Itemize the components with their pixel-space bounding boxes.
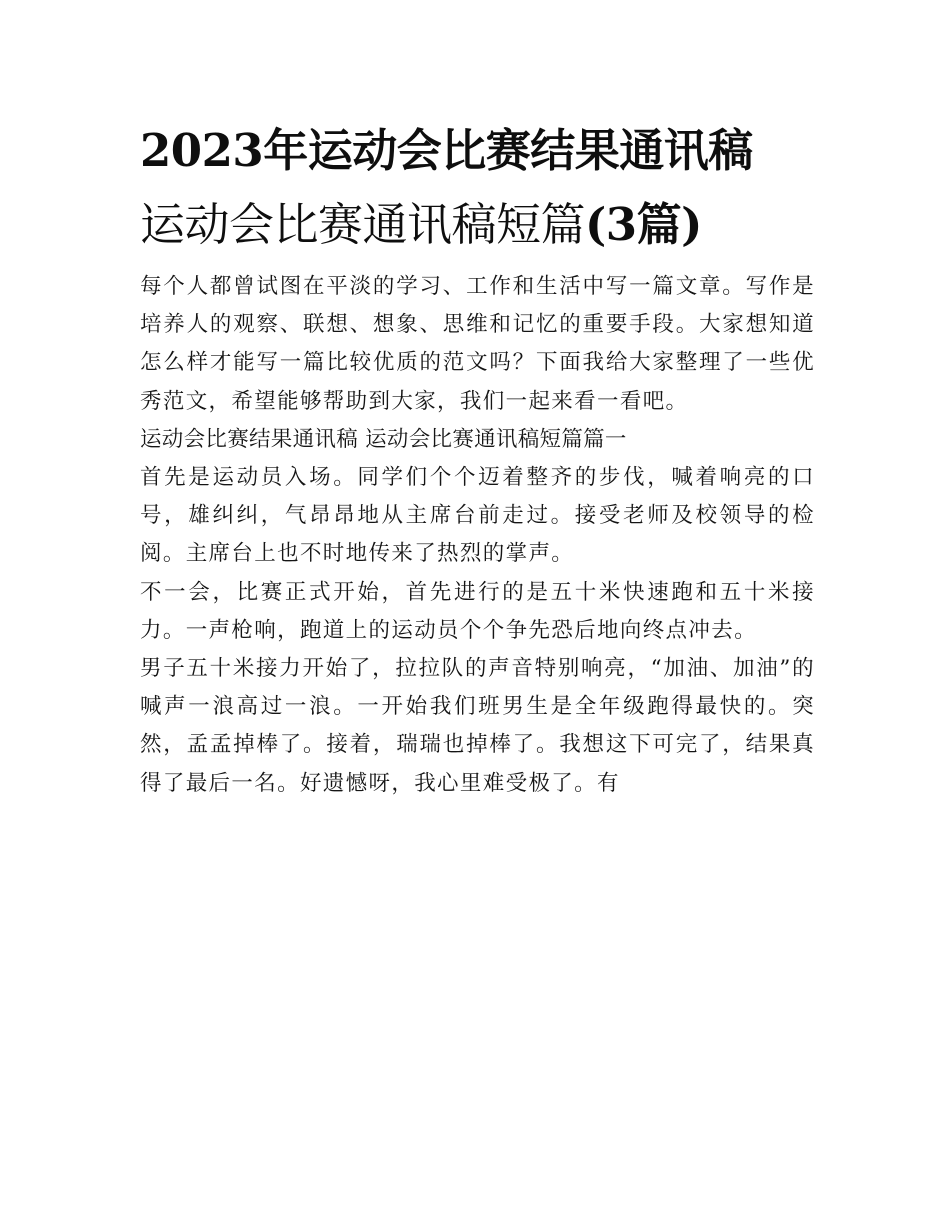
intro-paragraph: 每个人都曾试图在平淡的学习、工作和生活中写一篇文章。写作是培养人的观察、联想、想象、思维和记忆的重要手段。大家想知道怎么样才能写一篇比较优质的范文吗？下面我给大家整理了一些优秀范文，希望能够帮助到大家，我们一起来看一看吧。 (140, 274, 815, 414)
document-title (140, 114, 815, 262)
section-heading: 运动会比赛结果通讯稿 运动会比赛通讯稿短篇篇一 (140, 426, 627, 452)
title-line-2 (140, 188, 815, 262)
document-content (140, 114, 815, 803)
document-body (140, 268, 815, 803)
title-line-2-suffix: (3篇) (585, 198, 702, 251)
body-paragraph: 不一会，比赛正式开始，首先进行的是五十米快速跑和五十米接力。一声枪响，跑道上的运动员个个争先恐后地向终点冲去。 (140, 579, 815, 643)
title-line-2-main: 运动会比赛通讯稿短篇 (140, 198, 586, 251)
title-line-1: 2023年运动会比赛结果通讯稿 (140, 124, 753, 177)
body-paragraph: 男子五十米接力开始了，拉拉队的声音特别响亮，“加油、加油”的喊声一浪高过一浪。一开始我们班男生是全年级跑得最快的。突然，孟孟掉棒了。接着，瑞瑞也掉棒了。我想这下可完了，结果真得了最后一名。好遗憾呀，我心里难受极了。有 (140, 656, 815, 796)
body-paragraph: 首先是运动员入场。同学们个个迈着整齐的步伐，喊着响亮的口号，雄纠纠，气昂昂地从主席台前走过。接受老师及校领导的检阅。主席台上也不时地传来了热烈的掌声。 (140, 465, 815, 567)
